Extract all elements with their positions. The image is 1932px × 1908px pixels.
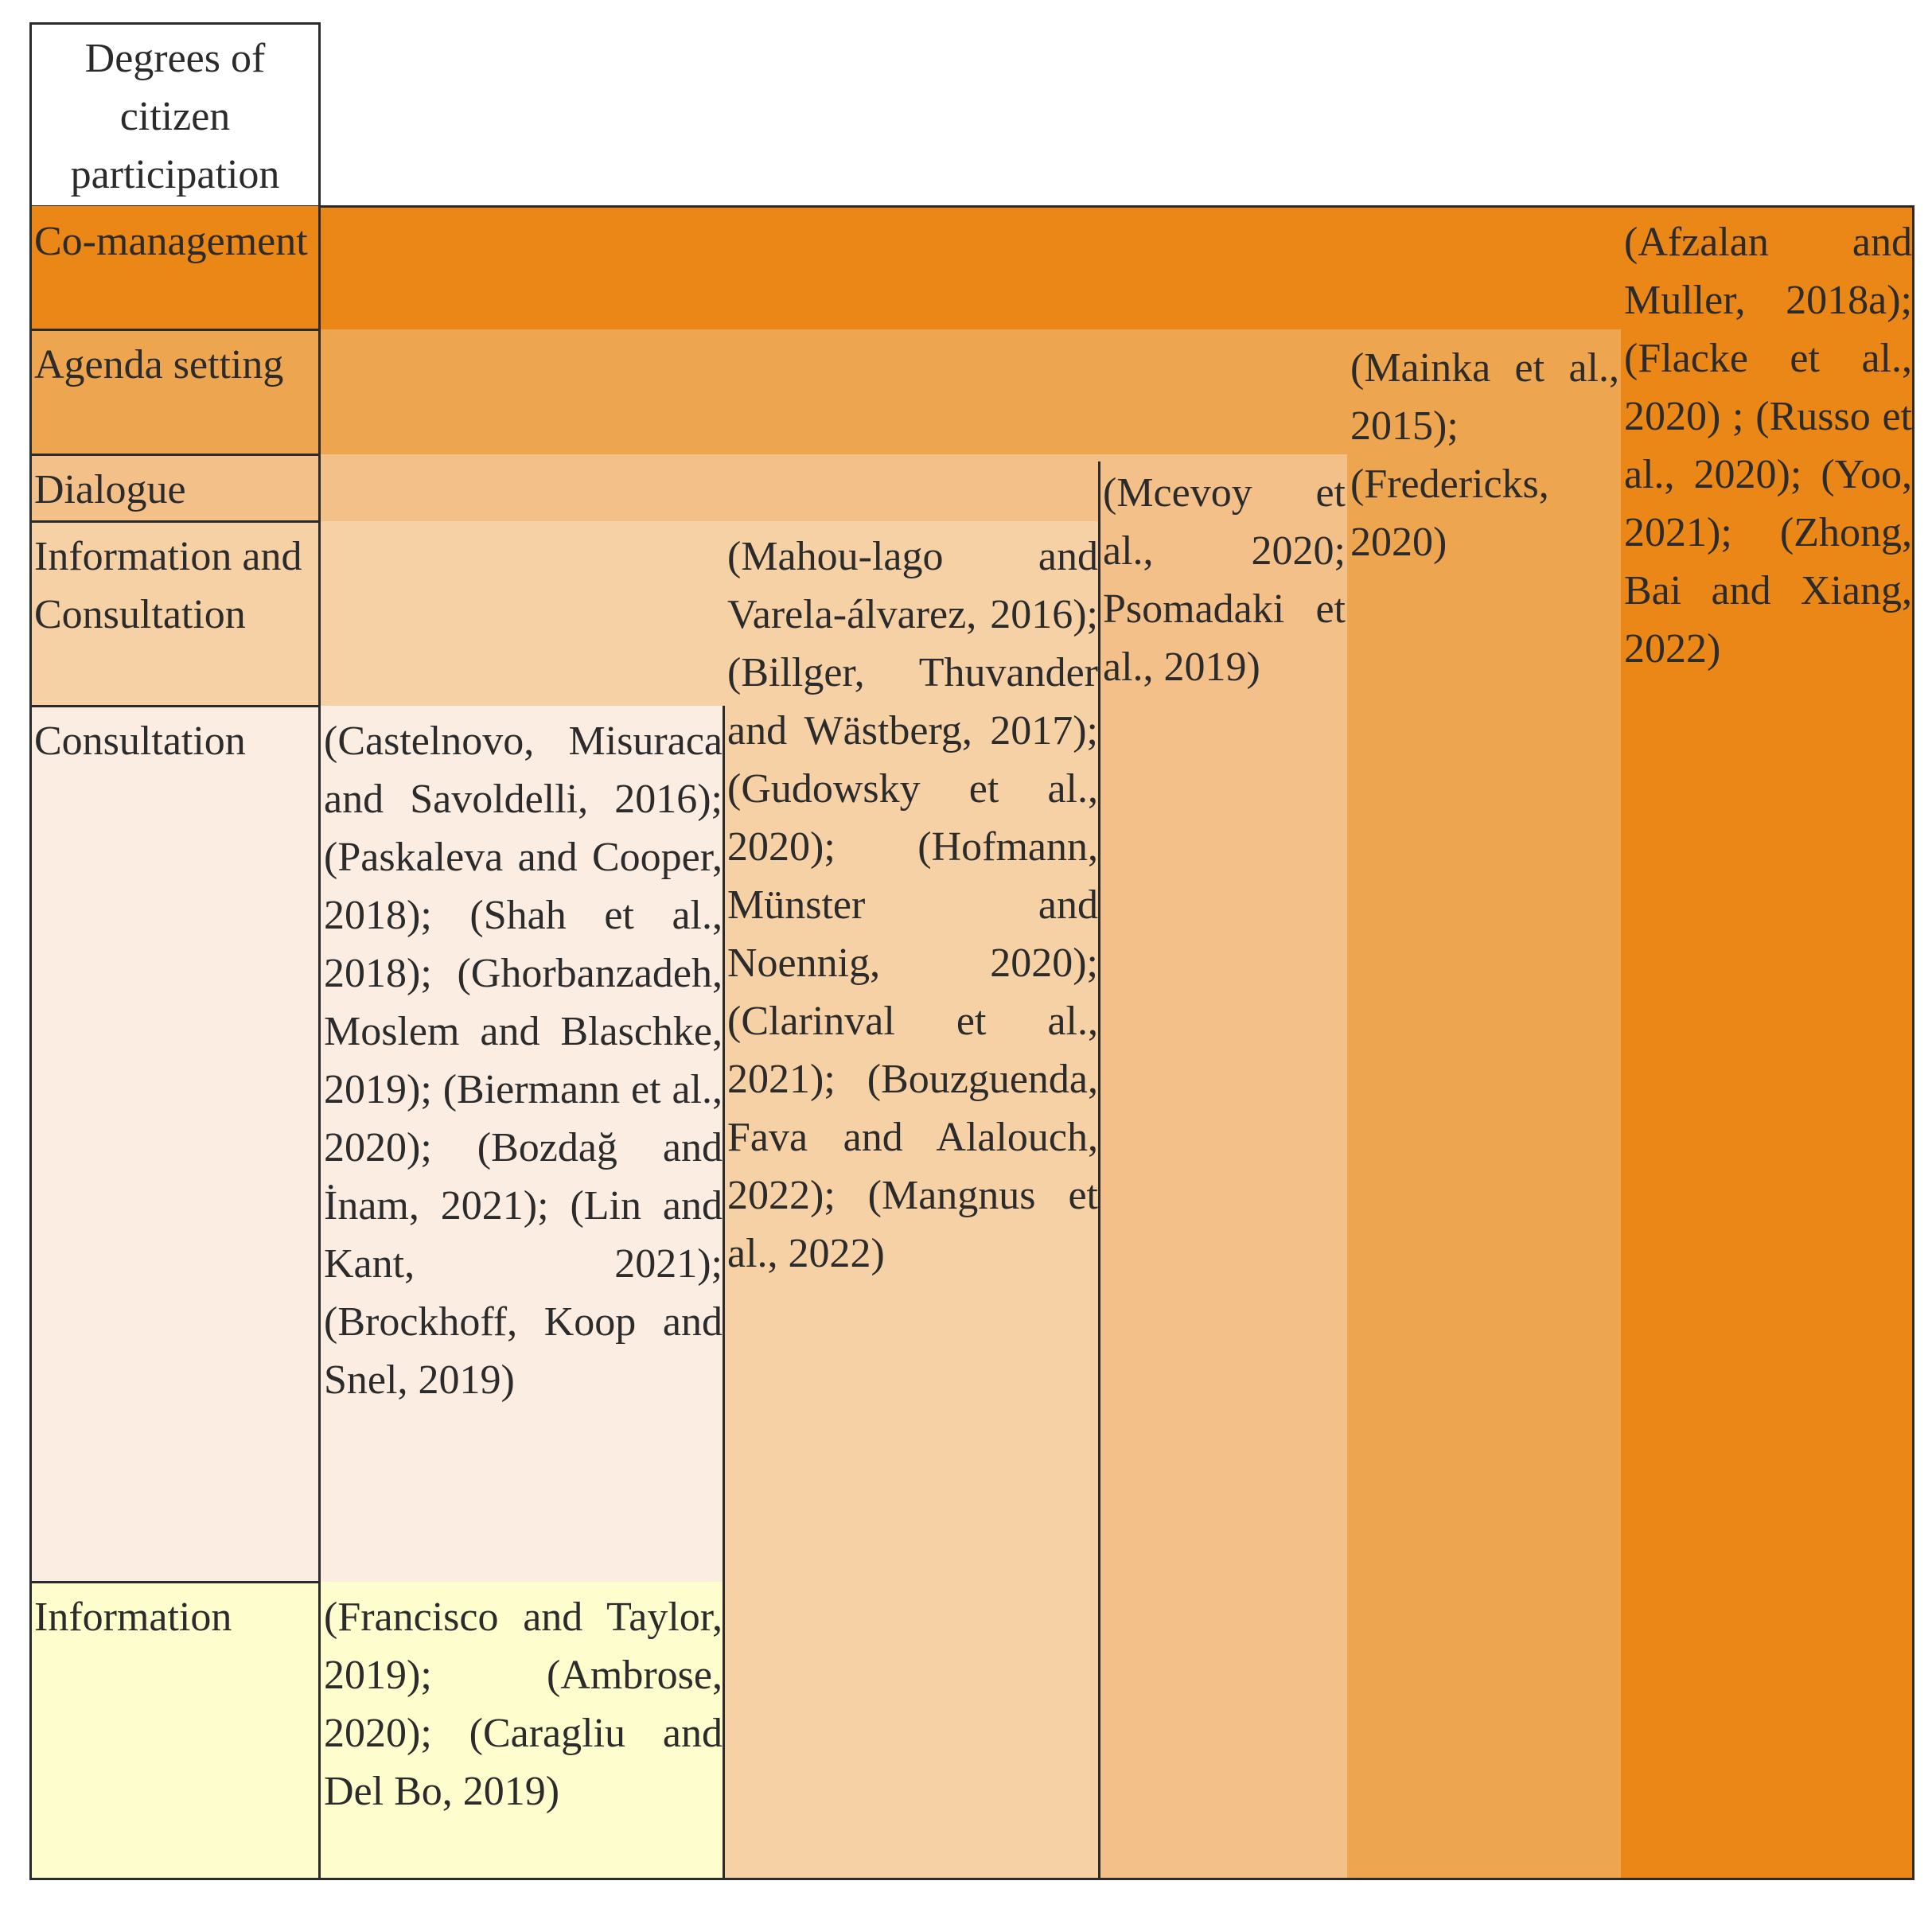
level-co-management: Co-management: [34, 219, 308, 264]
label-sep-5: [29, 1581, 321, 1583]
divider-info-consultation: [1098, 461, 1100, 1879]
frame-bottom-line: [29, 1878, 1914, 1880]
divider-consultation: [723, 706, 725, 1879]
header-title: Degrees of citizen participation: [70, 36, 280, 197]
label-sep-3: [29, 520, 321, 523]
citations-co-management: (Afzalan and Muller, 2018a); (Flacke et al., 2020) ; (Russo et al., 2020); (Yoo, 2021); (Zhong, Bai and Xiang, 2022): [1624, 220, 1912, 672]
frame-right-line: [1912, 205, 1914, 1880]
level-information-and-consultation: Information and Consultation: [34, 534, 302, 637]
citations-information-and-consultation: (Mahou-lago and Varela-álvarez, 2016); (Billger, Thuvander and Wästberg, 2017); (Gudowsky et al., 2020); (Hofmann, Münster and Noennig, 2020); (Clarinval et al., 2021); (Bouzguenda, Fava and Alalouch, 2022); (Mangnus et al., 2022): [727, 534, 1098, 1276]
label-sep-2: [29, 454, 321, 456]
label-sep-1: [29, 329, 321, 331]
level-consultation: Consultation: [34, 718, 246, 764]
label-sep-4: [29, 705, 321, 707]
level-dialogue: Dialogue: [34, 467, 186, 512]
citations-consultation: (Castelnovo, Misuraca and Savoldelli, 2016); (Paskaleva and Cooper, 2018); (Shah et al., 2018); (Ghorbanzadeh, Moslem and Blaschke, 2019); (Biermann et al., 2020); (Bozdağ and İnam, 2021); (Lin and Kant, 2021); (Brockhoff, Koop and Snel, 2019): [324, 718, 723, 1403]
citations-dialogue: (Mcevoy et al., 2020; Psomadaki et al., 2019): [1103, 470, 1346, 690]
citations-information: (Francisco and Taylor, 2019); (Ambrose, 2020); (Caragliu and Del Bo, 2019): [324, 1595, 723, 1814]
frame-left-line: [29, 205, 32, 1880]
frame-top-line: [321, 205, 1914, 208]
level-agenda-setting: Agenda setting: [34, 342, 284, 387]
label-column-line: [318, 205, 321, 1880]
level-information: Information: [34, 1595, 232, 1640]
citations-agenda-setting: (Mainka et al., 2015); (Fredericks, 2020): [1350, 345, 1619, 565]
header-cell: [29, 22, 321, 208]
